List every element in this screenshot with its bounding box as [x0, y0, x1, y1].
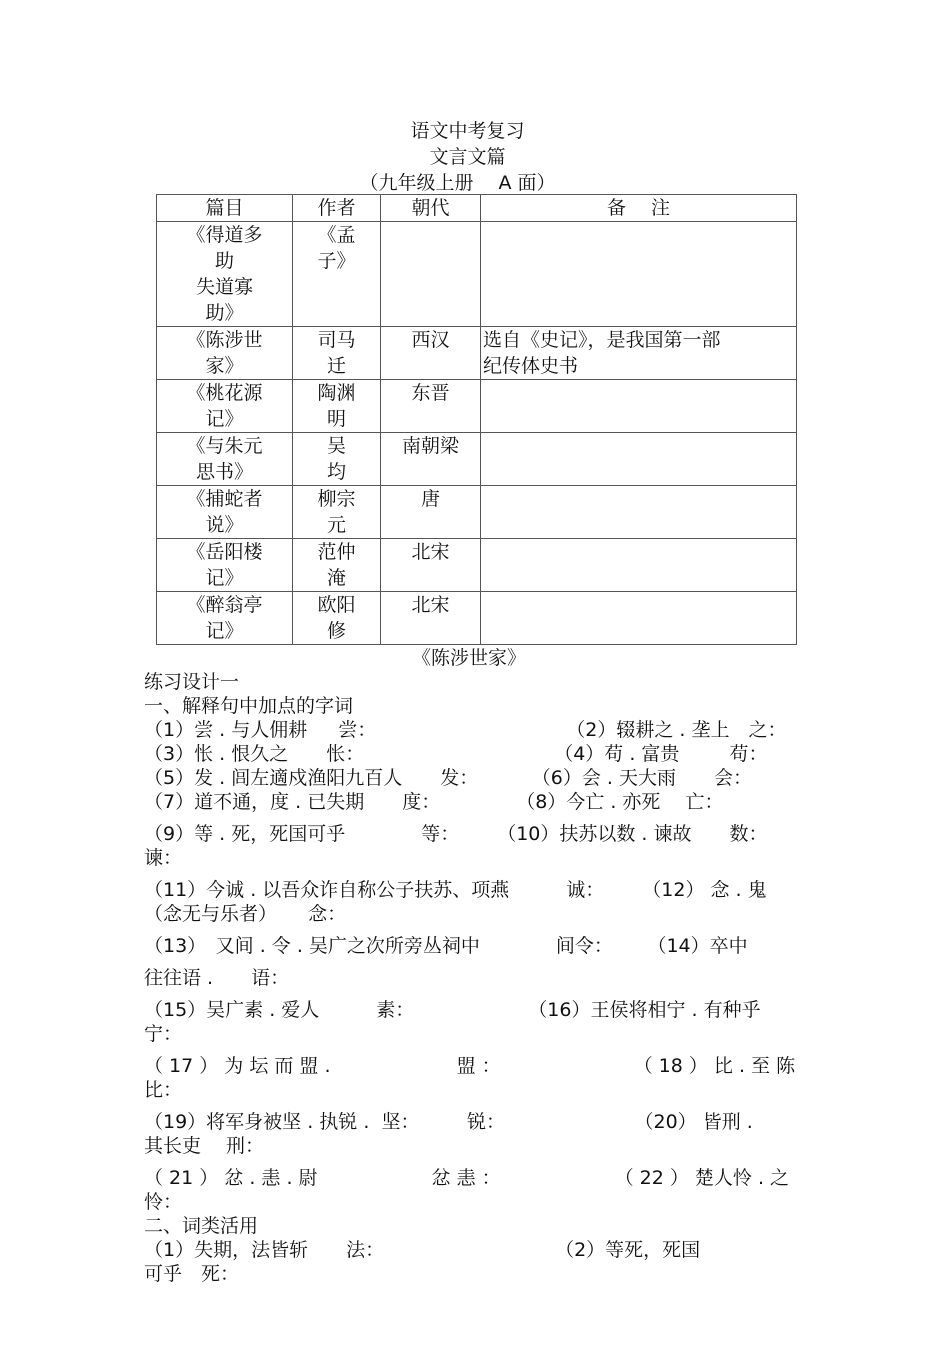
table-row: [157, 380, 797, 433]
work-title: 《陈涉世 家》: [157, 327, 293, 380]
work-note: [481, 486, 797, 539]
question-line: 怜：: [144, 1191, 183, 1213]
table-row: [157, 222, 797, 327]
question-line: （3）怅 . 恨久之 怅： （4）苟 . 富贵 苟：: [144, 743, 768, 765]
question-line: （1）失期，法皆斩 法： （2）等死，死国: [144, 1239, 701, 1261]
work-dynasty: 东晋: [381, 380, 481, 433]
question-line: （1）尝 . 与人佣耕 尝： （2）辍耕之 . 垄上 之：: [144, 719, 787, 741]
work-title: 《捕蛇者 说》: [157, 486, 293, 539]
table-row: [157, 433, 797, 486]
work-author: 范仲 淹: [293, 539, 381, 592]
question-line: 宁：: [144, 1023, 183, 1045]
question-line: （ 17 ） 为 坛 而 盟 . 盟 ： （ 18 ） 比 . 至 陈: [144, 1055, 796, 1077]
work-note: [481, 539, 797, 592]
work-dynasty: 西汉: [381, 327, 481, 380]
exercise-heading: 练习设计一: [144, 671, 240, 693]
work-title: 《醉翁亭 记》: [157, 592, 293, 645]
work-title: 《岳阳楼 记》: [157, 539, 293, 592]
work-author: 吴 均: [293, 433, 381, 486]
question-line: 往往语 . 语：: [144, 967, 290, 989]
table-row: [157, 327, 797, 380]
question-line: （11）今诚 . 以吾众诈自称公子扶苏、项燕 诚： （12） 念 . 鬼: [144, 879, 767, 901]
table-row: [157, 539, 797, 592]
question-line: （ 21 ） 忿 . 恚 . 尉 忿 恚 ： （ 22 ） 楚人怜 . 之: [144, 1167, 790, 1189]
table-header-row: [157, 195, 797, 222]
work-title: 《桃花源 记》: [157, 380, 293, 433]
work-note: [481, 380, 797, 433]
part-heading: 一、解释句中加点的字词: [144, 695, 354, 717]
work-note: 选自《史记》，是我国第一部 纪传体史书: [481, 327, 797, 380]
question-line: （念无与乐者） 念：: [144, 903, 347, 925]
question-line: （15）吴广素 . 爱人 素： （16）王侯将相宁 . 有种乎: [144, 999, 761, 1021]
work-title: 《得道多 助 失道寡 助》: [157, 222, 293, 327]
header-note: 备 注: [481, 195, 797, 222]
work-author: 欧阳 修: [293, 592, 381, 645]
header-title: 篇目: [157, 195, 293, 222]
work-author: 司马 迁: [293, 327, 381, 380]
work-note: [481, 592, 797, 645]
work-note: [481, 222, 797, 327]
work-title: 《与朱元 思书》: [157, 433, 293, 486]
work-author: 陶渊 明: [293, 380, 381, 433]
section-title: 《陈涉世家》: [411, 647, 526, 669]
work-dynasty: 南朝梁: [381, 433, 481, 486]
doc-title: 语文中考复习: [410, 120, 525, 142]
work-dynasty: 北宋: [381, 539, 481, 592]
work-author: 《孟 子》: [293, 222, 381, 327]
question-line: （7）道不通，度 . 已失期 度： （8）今亡 . 亦死 亡：: [144, 791, 724, 813]
table-row: [157, 592, 797, 645]
question-line: （19）将军身被坚 . 执锐 . 坚： 锐： （20） 皆刑 .: [144, 1111, 753, 1133]
question-line: （5）发 . 闾左適戍渔阳九百人 发： （6）会 . 天大雨 会：: [144, 767, 752, 789]
work-author: 柳宗 元: [293, 486, 381, 539]
question-line: （13） 又间 . 令 . 吴广之次所旁丛祠中 间令： （14）卒中: [144, 935, 748, 957]
doc-subtitle: 文言文篇: [429, 146, 506, 168]
work-dynasty: 唐: [381, 486, 481, 539]
question-line: 谏：: [144, 847, 183, 869]
works-table: [156, 194, 797, 645]
header-author: 作者: [293, 195, 381, 222]
header-dynasty: 朝代: [381, 195, 481, 222]
work-note: [481, 433, 797, 486]
work-dynasty: [381, 222, 481, 327]
question-line: 比：: [144, 1079, 183, 1101]
question-line: 其长吏 刑：: [144, 1135, 265, 1157]
work-dynasty: 北宋: [381, 592, 481, 645]
table-row: [157, 486, 797, 539]
question-line: 可乎 死：: [144, 1263, 240, 1285]
exercise-body: [144, 646, 864, 1286]
doc-grade-line: （九年级上册 A 面）: [359, 172, 556, 194]
question-line: （9）等 . 死，死国可乎 等： （10）扶苏以数 . 谏故 数：: [144, 823, 768, 845]
part-heading: 二、词类活用: [144, 1215, 259, 1237]
